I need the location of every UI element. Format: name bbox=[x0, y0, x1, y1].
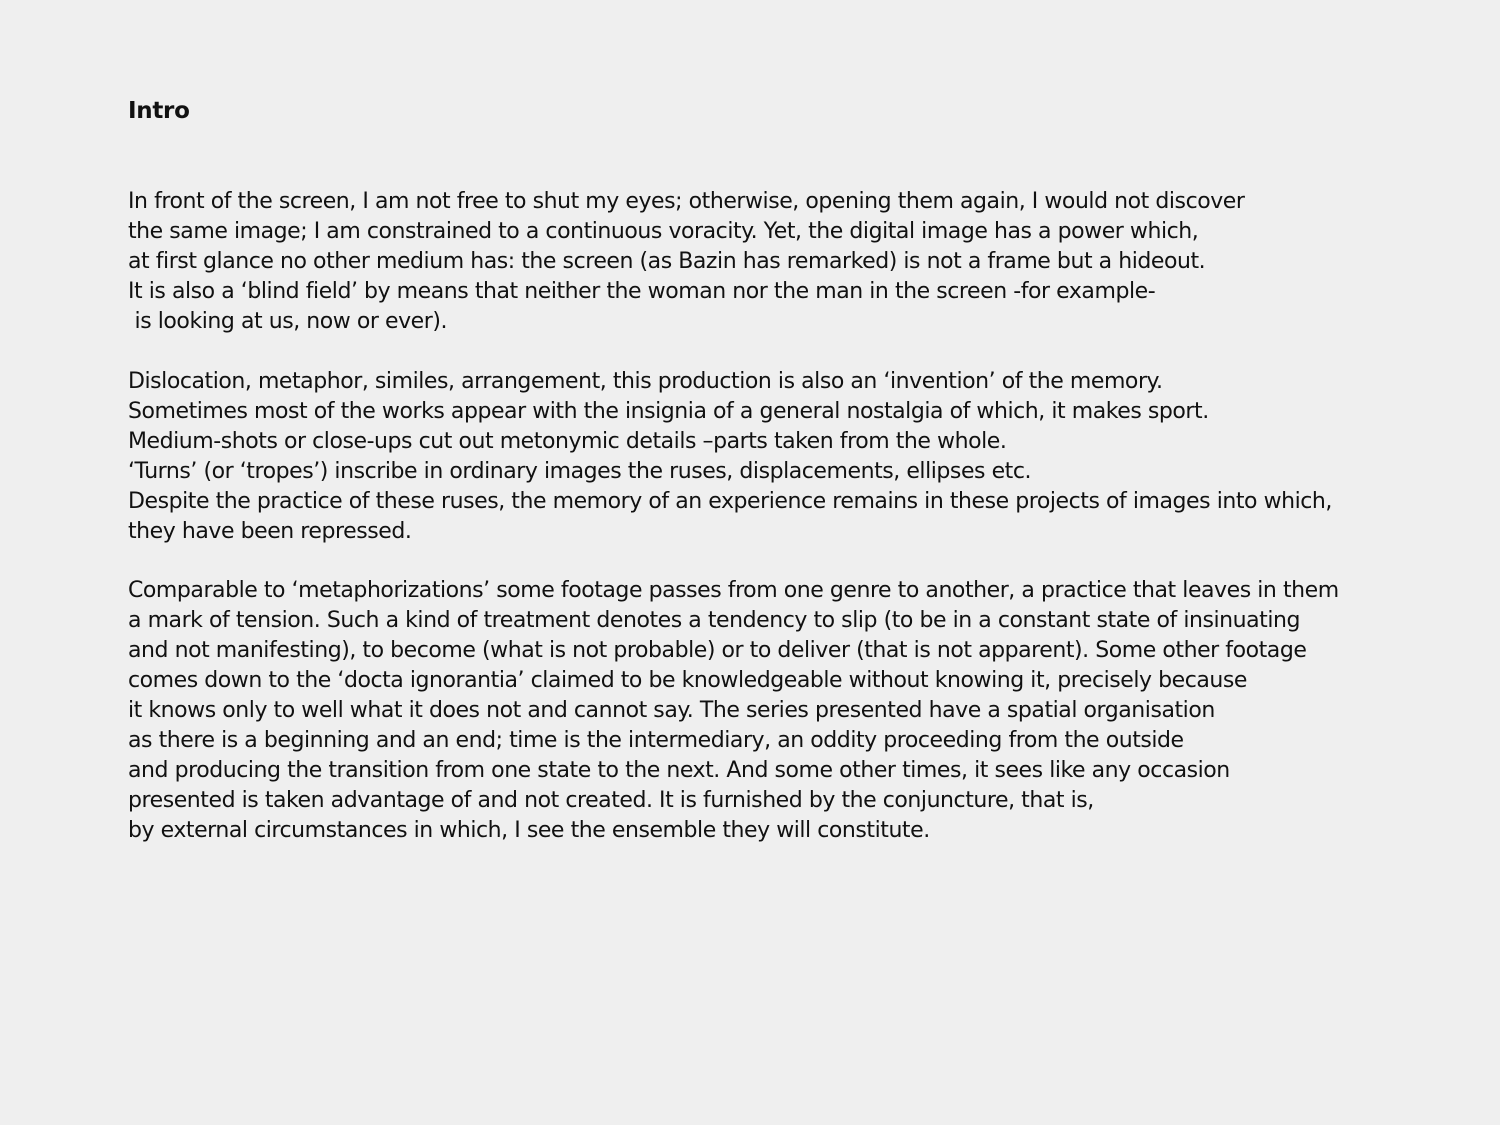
paragraph-1 bbox=[128, 187, 1428, 337]
text-line: It is also a ‘blind field’ by means that neither the woman nor the man in the screen -for example- bbox=[128, 279, 1156, 304]
text-line: Dislocation, metaphor, similes, arrangement, this production is also an ‘invention’ of the memory. bbox=[128, 369, 1163, 394]
text-line: it knows only to well what it does not and cannot say. The series presented have a spatial organisation bbox=[128, 698, 1215, 723]
paragraph-3 bbox=[128, 576, 1428, 846]
text-line: by external circumstances in which, I see the ensemble they will constitute. bbox=[128, 818, 930, 843]
document-page bbox=[128, 96, 1428, 846]
text-line: they have been repressed. bbox=[128, 519, 412, 544]
text-line: Sometimes most of the works appear with the insignia of a general nostalgia of which, it makes sport. bbox=[128, 399, 1209, 424]
text-line: Comparable to ‘metaphorizations’ some footage passes from one genre to another, a practice that leaves in them bbox=[128, 578, 1339, 603]
text-line: presented is taken advantage of and not created. It is furnished by the conjuncture, that is, bbox=[128, 788, 1094, 813]
text-line: and producing the transition from one state to the next. And some other times, it sees like any occasion bbox=[128, 758, 1230, 783]
paragraph-2 bbox=[128, 367, 1428, 547]
text-line: and not manifesting), to become (what is not probable) or to deliver (that is not apparent). Some other footage bbox=[128, 638, 1307, 663]
page-title: Intro bbox=[128, 98, 190, 124]
text-line: Medium-shots or close-ups cut out metonymic details –parts taken from the whole. bbox=[128, 429, 1007, 454]
text-line: comes down to the ‘docta ignorantia’ claimed to be knowledgeable without knowing it, precisely because bbox=[128, 668, 1247, 693]
text-line: at first glance no other medium has: the screen (as Bazin has remarked) is not a frame but a hideout. bbox=[128, 249, 1206, 274]
text-line: the same image; I am constrained to a continuous voracity. Yet, the digital image has a power which, bbox=[128, 219, 1199, 244]
text-line: a mark of tension. Such a kind of treatment denotes a tendency to slip (to be in a constant state of insinuating bbox=[128, 608, 1301, 633]
text-line: In front of the screen, I am not free to shut my eyes; otherwise, opening them again, I would not discover bbox=[128, 189, 1245, 214]
text-line: as there is a beginning and an end; time is the intermediary, an oddity proceeding from the outside bbox=[128, 728, 1184, 753]
text-line: Despite the practice of these ruses, the memory of an experience remains in these projects of images into which, bbox=[128, 489, 1332, 514]
text-line: is looking at us, now or ever). bbox=[128, 309, 448, 334]
text-line: ‘Turns’ (or ‘tropes’) inscribe in ordinary images the ruses, displacements, ellipses etc. bbox=[128, 459, 1032, 484]
